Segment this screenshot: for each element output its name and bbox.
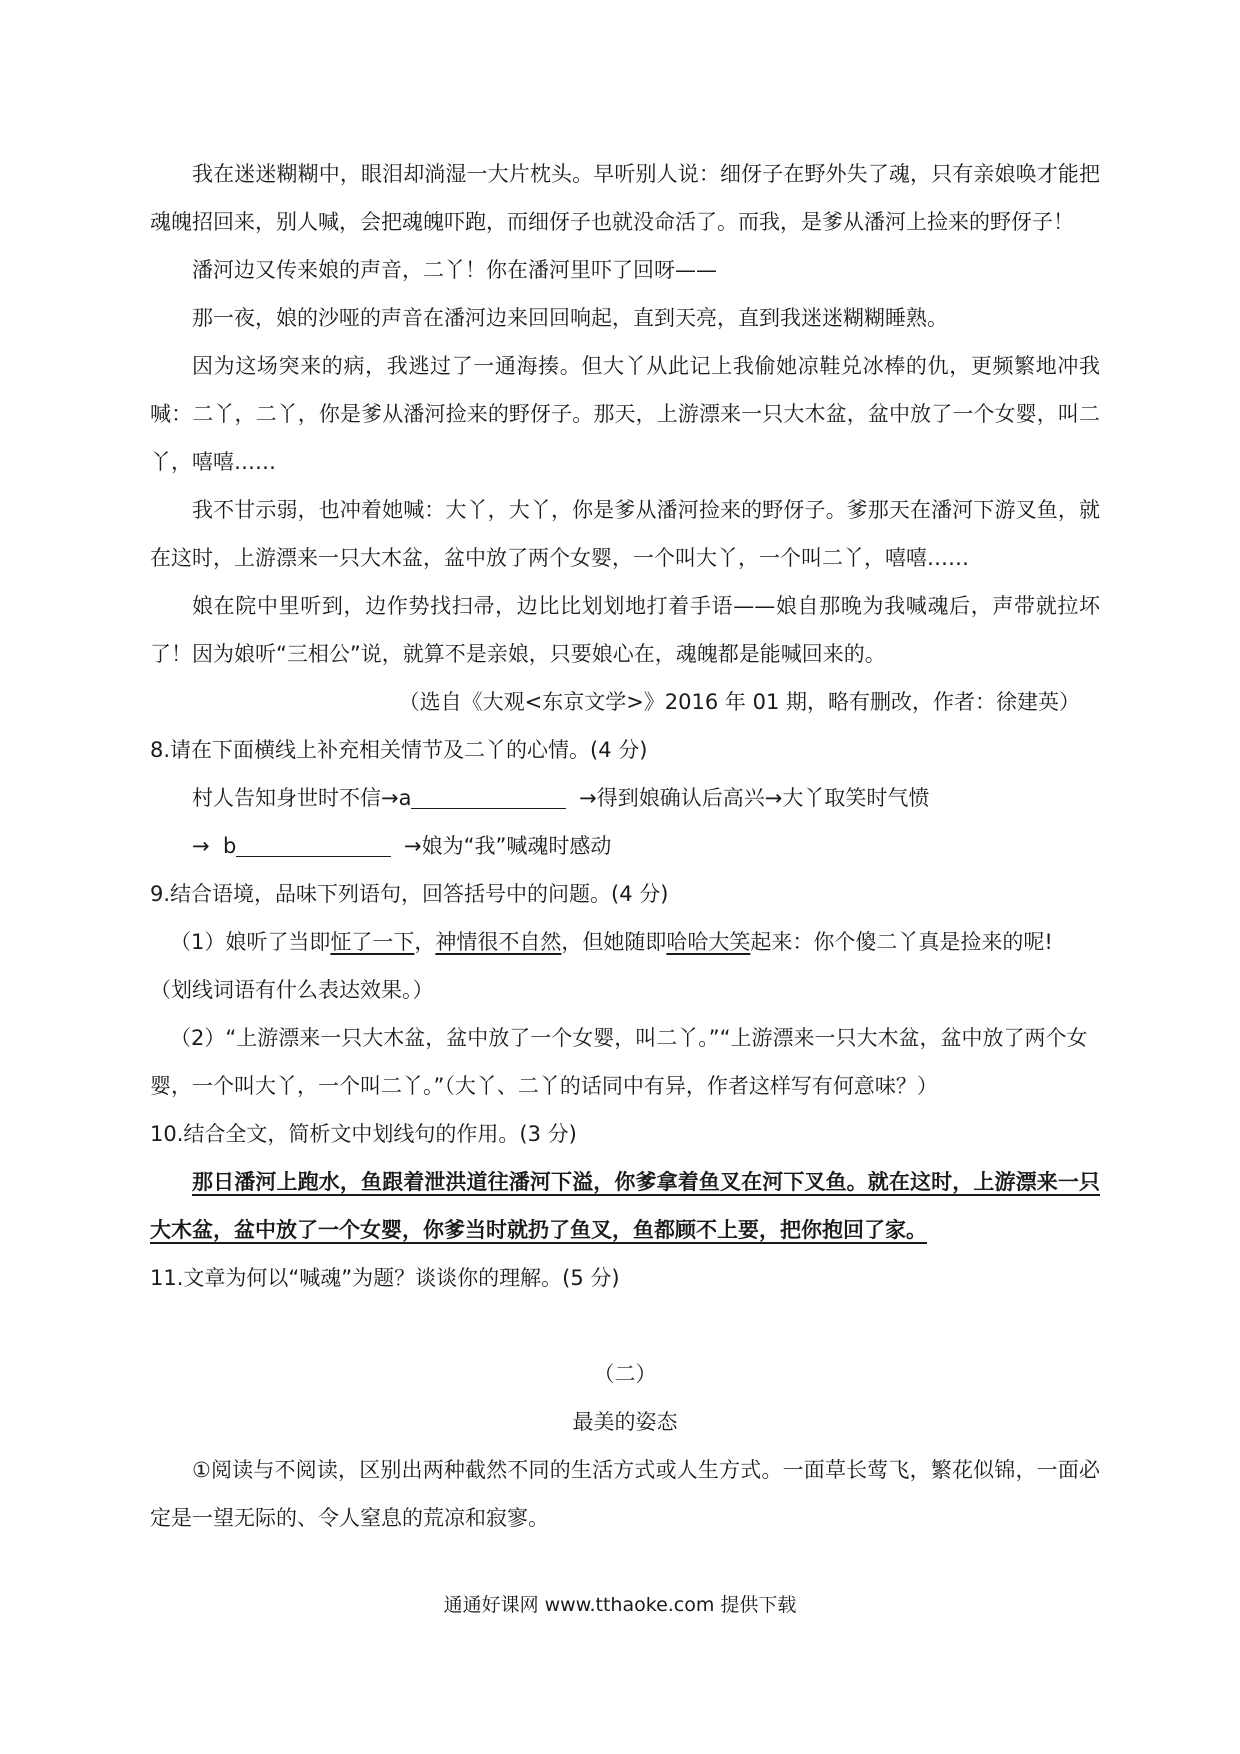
q9-item1-text: ， [414,930,436,954]
section-spacer [150,1302,1100,1350]
q8-blank-b-label: b [222,834,237,858]
question-11-title: 11.文章为何以“喊魂”为题？谈谈你的理解。(5 分) [150,1266,620,1290]
document-page [150,150,1100,1542]
q9-item1-text: ，但她随即 [561,930,667,954]
answer-blank-a[interactable] [411,784,566,809]
story-paragraph: 我不甘示弱，也冲着她喊：大丫，大丫，你是爹从潘河捡来的野伢子。爹那天在潘河下游叉鱼，就在这时，上游漂来一只大木盆，盆中放了两个女婴，一个叫大丫，一个叫二丫，嘻嘻…… [150,498,1100,570]
source-citation: （选自《大观<东京文学>》2016 年 01 期，略有删改，作者：徐建英） [398,690,1080,714]
section-2-number: （二） [593,1362,657,1386]
question-9-item-2: （2）“上游漂来一只大木盆，盆中放了一个女婴，叫二丫。”“上游漂来一只大木盆，盆中放了两个女婴，一个叫大丫，一个叫二丫。”（大丫、二丫的话同中有异，作者这样写有何意味？） [150,1026,1088,1098]
q8-blank-a-label: a [398,786,412,810]
q8-line1-prefix: 村人告知身世时不信→ [192,786,399,810]
q9-item1-text: 起来：你个傻二丫真是捡来的呢! [750,930,1053,954]
story-paragraph: 那一夜，娘的沙哑的声音在潘河边来回回响起，直到天亮，直到我迷迷糊糊睡熟。 [192,306,948,330]
story-paragraph: 潘河边又传来娘的声音，二丫！你在潘河里吓了回呀—— [192,258,717,282]
question-10-title: 10.结合全文，简析文中划线句的作用。(3 分) [150,1122,577,1146]
question-10-underlined-sentence [150,1158,1100,1254]
q8-line2-suffix: →娘为“我”喊魂时感动 [397,834,612,858]
question-8-line-1 [150,774,1100,822]
q8-line2-prefix: → [192,834,217,858]
answer-blank-b[interactable] [236,832,391,857]
q9-underlined-phrase: 怔了一下 [330,930,415,954]
story-paragraph: 娘在院中里听到，边作势找扫帚，边比比划划地打着手语——娘自那晚为我喊魂后，声带就拉坏了！因为娘听“三相公”说，就算不是亲娘，只要娘心在，魂魄都是能喊回来的。 [150,594,1100,666]
q9-underlined-phrase: 哈哈大笑 [666,930,751,954]
story-paragraph: 因为这场突来的病，我逃过了一通海揍。但大丫从此记上我偷她凉鞋兑冰棒的仇，更频繁地冲我喊：二丫，二丫，你是爹从潘河捡来的野伢子。那天，上游漂来一只大木盆，盆中放了一个女婴，叫二丫，嘻嘻…… [150,354,1100,474]
q9-underlined-phrase: 神情很不自然 [435,930,562,954]
q8-line1-suffix: →得到娘确认后高兴→大丫取笑时气愤 [572,786,930,810]
page-footer: 通通好课网 www.tthaoke.com 提供下载 [443,1594,797,1616]
question-9-item-1 [150,918,1100,966]
q9-item1-text: （1）娘听了当即 [170,930,331,954]
story-paragraph: 我在迷迷糊糊中，眼泪却淌湿一大片枕头。早听别人说：细伢子在野外失了魂，只有亲娘唤才能把魂魄招回来，别人喊，会把魂魄吓跑，而细伢子也就没命活了。而我，是爹从潘河上捡来的野伢子！ [150,162,1100,234]
question-9-item-1-note: （划线词语有什么表达效果。） [150,978,434,1002]
section-2-paragraph-1: ①阅读与不阅读，区别出两种截然不同的生活方式或人生方式。一面草长莺飞，繁花似锦，一面必定是一望无际的、令人窒息的荒凉和寂寥。 [150,1458,1100,1530]
question-9-title: 9.结合语境，品味下列语句，回答括号中的问题。(4 分) [150,882,669,906]
question-8-title: 8.请在下面横线上补充相关情节及二丫的心情。(4 分) [150,738,648,762]
question-8-line-2 [150,822,1100,870]
q10-sentence-text: 那日潘河上跑水，鱼跟着泄洪道往潘河下溢，你爹拿着鱼叉在河下叉鱼。就在这时，上游漂来一只大木盆，盆中放了一个女婴，你爹当时就扔了鱼叉，鱼都顾不上要，把你抱回了家。 [150,1170,1100,1242]
section-2-title: 最美的姿态 [572,1410,678,1434]
